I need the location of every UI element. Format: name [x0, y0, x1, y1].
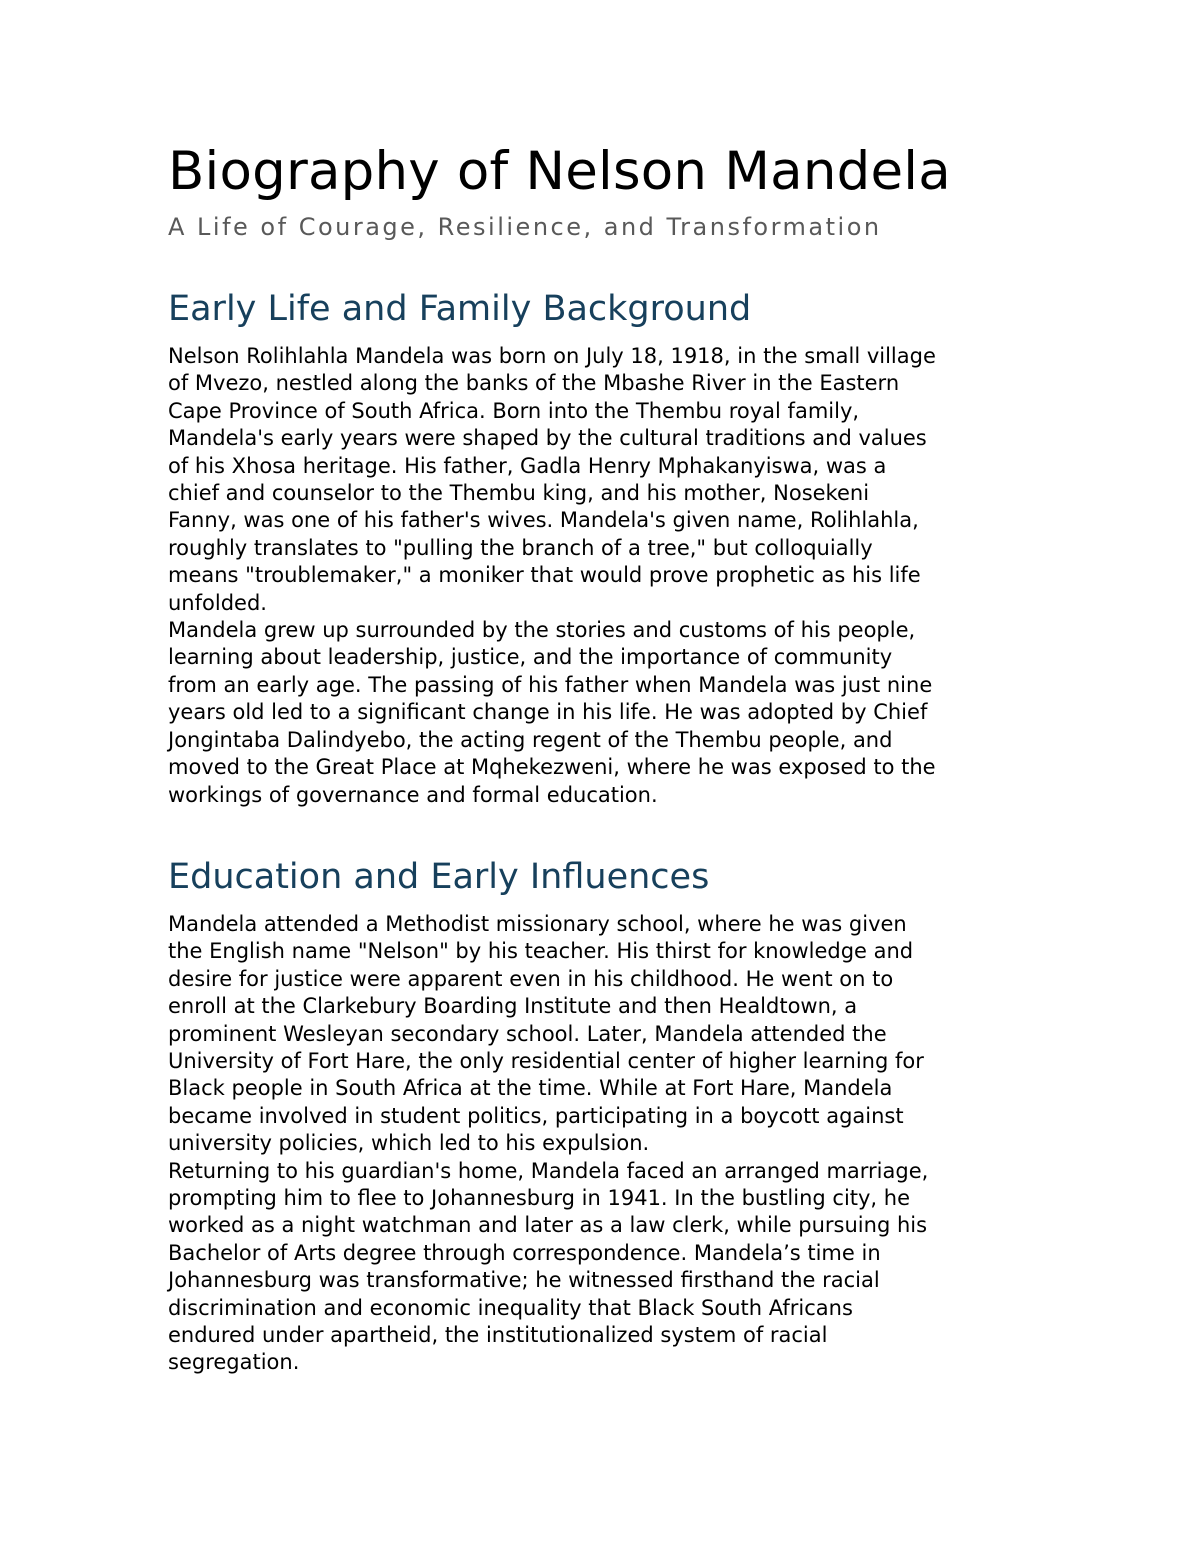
document-page	[168, 138, 1048, 1377]
text-line: unfolded.	[168, 590, 267, 615]
document-title: Biography of Nelson Mandela	[168, 141, 951, 202]
text-line: learning about leadership, justice, and the importance of community	[168, 645, 893, 670]
text-line: Mandela grew up surrounded by the stories and customs of his people,	[168, 618, 916, 643]
text-line: endured under apartheid, the institutionalized system of racial	[168, 1323, 828, 1347]
section-education	[168, 853, 1048, 1377]
text-line: the English name "Nelson" by his teacher. His thirst for knowledge and	[168, 939, 914, 964]
text-line: roughly translates to "pulling the branch of a tree," but colloquially	[168, 535, 873, 560]
section-heading: Early Life and Family Background	[168, 289, 752, 329]
text-line: Nelson Rolihlahla Mandela was born on July 18, 1918, in the small village	[168, 344, 936, 368]
text-line: of Mvezo, nestled along the banks of the Mbashe River in the Eastern	[168, 371, 900, 396]
text-line: prominent Wesleyan secondary school. Later, Mandela attended the	[168, 1021, 887, 1046]
text-line: Bachelor of Arts degree through correspondence. Mandela’s time in	[168, 1240, 881, 1265]
text-line: University of Fort Hare, the only residential center of higher learning for	[168, 1048, 924, 1073]
text-line: Cape Province of South Africa. Born into the Thembu royal family,	[168, 398, 860, 423]
text-line: Mandela's early years were shaped by the cultural traditions and values	[168, 426, 927, 451]
text-line: of his Xhosa heritage. His father, Gadla Henry Mphakanyiswa, was a	[168, 453, 887, 478]
text-line: discrimination and economic inequality that Black South Africans	[168, 1295, 853, 1320]
text-line: Jongintaba Dalindyebo, the acting regent of the Thembu people, and	[168, 727, 893, 752]
text-line: years old led to a significant change in his life. He was adopted by Chief	[168, 700, 928, 725]
paragraph	[168, 911, 1048, 1158]
paragraph	[168, 617, 1048, 809]
paragraph	[168, 343, 1048, 617]
document-subtitle: A Life of Courage, Resilience, and Transformation	[168, 213, 882, 241]
text-line: university policies, which led to his expulsion.	[168, 1131, 650, 1156]
text-line: Black people in South Africa at the time. While at Fort Hare, Mandela	[168, 1076, 893, 1101]
text-line: became involved in student politics, participating in a boycott against	[168, 1103, 904, 1128]
text-line: chief and counselor to the Thembu king, and his mother, Nosekeni	[168, 481, 870, 506]
text-line: means "troublemaker," a moniker that would prove prophetic as his life	[168, 563, 921, 588]
section-early-life	[168, 285, 1048, 809]
text-line: from an early age. The passing of his father when Mandela was just nine	[168, 672, 933, 697]
text-line: Fanny, was one of his father's wives. Mandela's given name, Rolihlahla,	[168, 508, 919, 533]
text-line: moved to the Great Place at Mqhekezweni, where he was exposed to the	[168, 755, 936, 780]
text-line: Mandela attended a Methodist missionary school, where he was given	[168, 911, 907, 936]
text-line: Returning to his guardian's home, Mandela faced an arranged marriage,	[168, 1158, 929, 1183]
text-line: Johannesburg was transformative; he witnessed firsthand the racial	[168, 1268, 880, 1293]
text-line: worked as a night watchman and later as a law clerk, while pursuing his	[168, 1213, 928, 1238]
text-line: prompting him to flee to Johannesburg in 1941. In the bustling city, he	[168, 1185, 911, 1210]
text-line: workings of governance and formal education.	[168, 782, 658, 807]
text-line: desire for justice were apparent even in his childhood. He went on to	[168, 966, 894, 991]
paragraph	[168, 1158, 1048, 1377]
text-line: segregation.	[168, 1350, 300, 1375]
text-line: enroll at the Clarkebury Boarding Institute and then Healdtown, a	[168, 994, 858, 1019]
section-heading: Education and Early Influences	[168, 856, 710, 897]
